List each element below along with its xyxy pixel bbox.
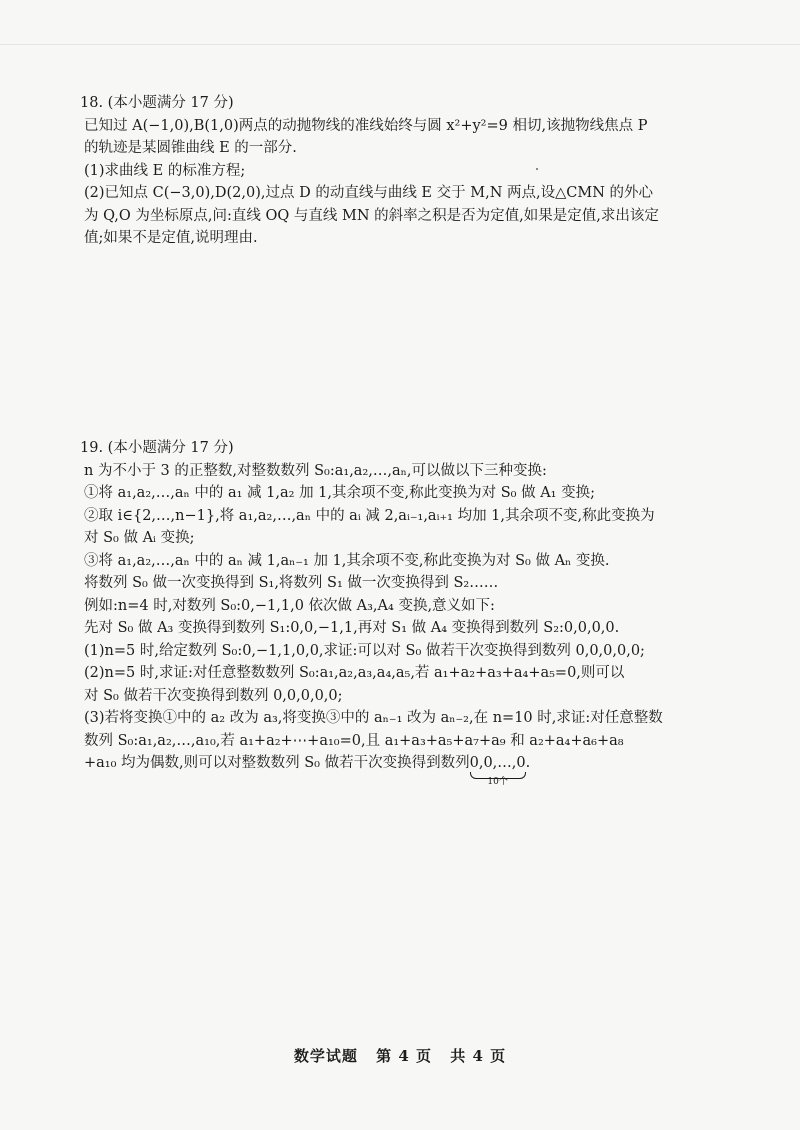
question-19-line: ③将 a₁,a₂,…,aₙ 中的 aₙ 减 1,aₙ₋₁ 加 1,其余项不变,称此变换为对 S₀ 做 Aₙ 变换. — [84, 552, 610, 569]
question-19-line: 对 S₀ 做若干次变换得到数列 0,0,0,0,0; — [84, 687, 343, 704]
question-19-line: 对 S₀ 做 Aᵢ 变换; — [84, 530, 195, 546]
question-19-line: (3)若将变换①中的 a₂ 改为 a₃,将变换③中的 aₙ₋₁ 改为 aₙ₋₂,在 n=10 时,求证:对任意整数 — [84, 710, 663, 726]
question-19-line: 将数列 S₀ 做一次变换得到 S₁,将数列 S₁ 做一次变换得到 S₂…… — [84, 575, 499, 591]
question-19-line: ②取 i∈{2,…,n−1},将 a₁,a₂,…,aₙ 中的 aᵢ 减 2,aᵢ₋₁,aᵢ₊₁ 均加 1,其余项不变,称此变换为 — [84, 507, 655, 524]
question-18-line: 值;如果不是定值,说明理由. — [84, 230, 258, 246]
question-18-line: (1)求曲线 E 的标准方程; — [84, 162, 246, 179]
question-18 — [80, 92, 720, 250]
question-19-line: (1)n=5 时,给定数列 S₀:0,−1,1,0,0,求证:可以对 S₀ 做若干次变换得到数列 0,0,0,0,0; — [84, 642, 645, 659]
last-line-prefix: +a₁₀ 均为偶数,则可以对整数数列 S₀ 做若干次变换得到数列 — [84, 755, 470, 771]
braced-zeros: 0,0,…,0 — [469, 755, 526, 771]
question-18-line: 的轨迹是某圆锥曲线 E 的一部分. — [84, 140, 297, 156]
question-19-line: n 为不小于 3 的正整数,对整数数列 S₀:a₁,a₂,…,aₙ,可以做以下三种变换: — [84, 462, 547, 479]
question-19-line: 先对 S₀ 做 A₃ 变换得到数列 S₁:0,0,−1,1,再对 S₁ 做 A₄ 变换得到数列 S₂:0,0,0,0. — [84, 620, 620, 636]
underbraced-sequence — [469, 752, 526, 787]
question-19-line: 数列 S₀:a₁,a₂,…,a₁₀,若 a₁+a₂+⋯+a₁₀=0,且 a₁+a₃+a₅+a₇+a₉ 和 a₂+a₄+a₆+a₈ — [84, 732, 624, 749]
question-19-line: ①将 a₁,a₂,…,aₙ 中的 a₁ 减 1,a₂ 加 1,其余项不变,称此变换为对 S₀ 做 A₁ 变换; — [84, 485, 595, 501]
page-top-edge — [0, 44, 800, 45]
question-19-last-line — [80, 752, 720, 787]
footer-total: 共 4 页 — [450, 1047, 507, 1065]
question-18-heading: 18. (本小题满分 17 分) — [80, 95, 234, 111]
footer-subject: 数学试题 — [293, 1047, 358, 1065]
footer-page: 第 4 页 — [376, 1047, 432, 1065]
question-19-line: (2)n=5 时,求证:对任意整数数列 S₀:a₁,a₂,a₃,a₄,a₅,若 a₁+a₂+a₃+a₄+a₅=0,则可以 — [84, 665, 625, 681]
question-18-line: 为 Q,O 为坐标原点,问:直线 OQ 与直线 MN 的斜率之积是否为定值,如果是定值,求出该定 — [84, 207, 659, 224]
question-18-line: (2)已知点 C(−3,0),D(2,0),过点 D 的动直线与曲线 E 交于 M,N 两点,设△CMN 的外心 — [84, 185, 653, 201]
question-19-line: 例如:n=4 时,对数列 S₀:0,−1,1,0 依次做 A₃,A₄ 变换,意义如下: — [84, 597, 495, 614]
question-19 — [80, 437, 720, 787]
question-19-heading: 19. (本小题满分 17 分) — [80, 440, 234, 456]
underbrace-label: 10个 — [487, 777, 508, 787]
page-footer — [0, 1045, 800, 1066]
question-18-line: 已知过 A(−1,0),B(1,0)两点的动抛物线的准线始终与圆 x²+y²=9 相切,该抛物线焦点 P — [84, 117, 648, 134]
last-line-suffix: . — [525, 755, 531, 771]
